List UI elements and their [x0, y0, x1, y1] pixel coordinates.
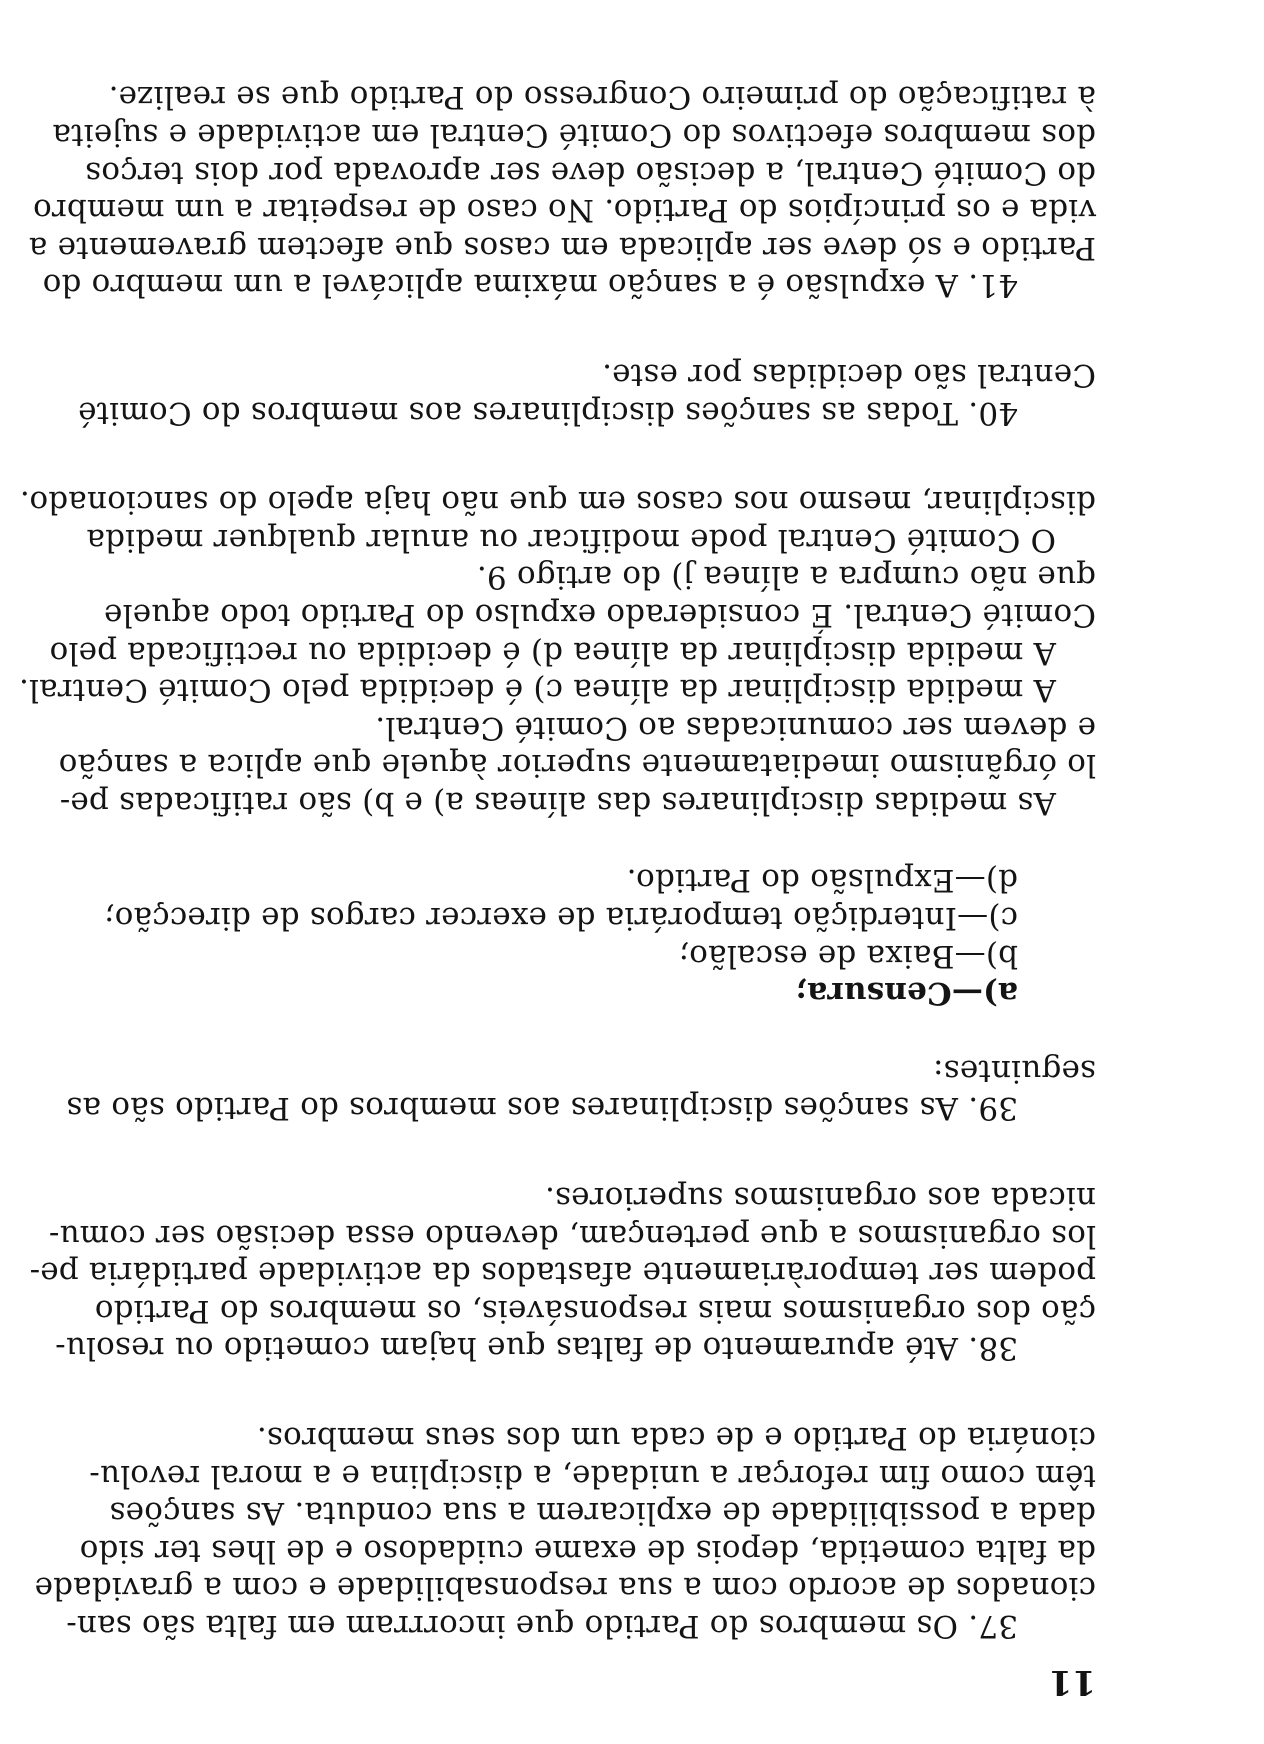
article-37	[34, 1418, 1096, 1644]
article-41-line: do Comité Central, a decisão deve ser aprovada por dois terços	[85, 154, 1096, 191]
sanction-item-a: a)—Censura;	[795, 975, 1018, 1012]
article-39-line: seguintes:	[932, 1052, 1096, 1089]
article-39-line: 39. As sanções disciplinares aos membros do Partido são as	[66, 1090, 1018, 1127]
article-38-line: podem ser temporàriamente afastados da actividade partidária pe-	[29, 1255, 1096, 1292]
article-39-rule-line: que não cumpra a alínea j) do artigo 9.	[476, 559, 1096, 596]
article-41-line: 41. A expulsão é a sanção máxima aplicável a um membro do	[42, 267, 1018, 304]
sanction-item-d: d)—Expulsão do Partido.	[626, 862, 1018, 899]
article-39	[18, 483, 1096, 1127]
article-40-line: 40. Todas as sanções disciplinares aos membros do Comité	[77, 394, 1018, 431]
paragraph-gap	[126, 1366, 1096, 1418]
paragraph-gap	[126, 303, 1096, 355]
article-38	[29, 1178, 1096, 1367]
article-39-rule-line: A medida disciplinar da alínea d) é decidida ou rectificada pelo	[49, 634, 1056, 671]
article-37-line: cionados de acordo com a sua responsabilidade e com a gravidade	[34, 1570, 1096, 1607]
sanction-item-b: b)—Baixa de escalão;	[678, 937, 1018, 974]
article-37-line: dada a possibilidade de explicarem a sua conduta. As sanções	[109, 1495, 1096, 1532]
page-number: 11	[1048, 1662, 1096, 1702]
article-40-line: Central são decididas por este.	[601, 356, 1096, 393]
paragraph-gap	[126, 1126, 1096, 1178]
document-body	[18, 78, 1096, 1644]
article-40	[77, 355, 1096, 431]
article-38-line: los organismos a que pertençam, devendo essa decisão ser comu-	[48, 1217, 1096, 1254]
article-37-line: cionária do Partido e de cada um dos seus membros.	[256, 1420, 1096, 1457]
paragraph-gap	[126, 431, 1096, 483]
article-39-rule-line: A medida disciplinar da alínea c) é decidida pelo Comité Central.	[18, 672, 1056, 709]
article-39-rule-line: O Comité Central pode modificar ou anular qualquer medida	[86, 521, 1056, 558]
article-39-rule-line: disciplinar, mesmo nos casos em que não haja apelo do sancionado.	[19, 484, 1096, 521]
paragraph-gap	[126, 821, 1096, 861]
article-37-line: 37. Os membros do Partido que incorrram em falta são san-	[66, 1608, 1018, 1644]
article-41-line: Partido e só deve ser aplicada em casos que afectem gravemente a	[28, 229, 1096, 266]
paragraph-gap	[126, 1011, 1096, 1051]
article-39-rule-line: Comité Central. É considerado expulso do Partido todo aquele	[103, 596, 1096, 633]
article-39-rule-line: lo órgãnismo imediatamente superior àquele que aplica a sanção	[58, 747, 1096, 784]
sanction-item-c: c)—Interdição temporária de exercer cargos de direcção;	[103, 900, 1018, 937]
article-41-line: à ratificação do primeiro Congresso do Partido que se realize.	[108, 79, 1096, 116]
article-41	[28, 78, 1096, 304]
article-39-rule-line: e devem ser comunicadas ao Comité Central.	[375, 709, 1096, 746]
article-38-line: ção dos organismos mais responsáveis, os membros do Partido	[94, 1292, 1096, 1329]
article-41-line: dos membros efectivos do Comité Central em actividade e sujeita	[52, 117, 1096, 153]
article-37-line: têm como fim reforçar a unidade, a disciplina e a moral revolu-	[89, 1457, 1096, 1494]
article-37-line: da falta cometida, depois de exame cuidadoso e de lhes ter sido	[79, 1532, 1096, 1569]
article-38-line: nicada aos organismos superiores.	[544, 1180, 1096, 1217]
article-38-line: 38. Até apuramento de faltas que hajam cometido ou resolu-	[54, 1330, 1018, 1367]
article-39-rule-line: As medidas disciplinares das alíneas a) e b) são ratificadas pe-	[59, 784, 1056, 821]
article-41-line: vida e os princípios do Partido. No caso de respeitar a um membro	[32, 192, 1096, 229]
